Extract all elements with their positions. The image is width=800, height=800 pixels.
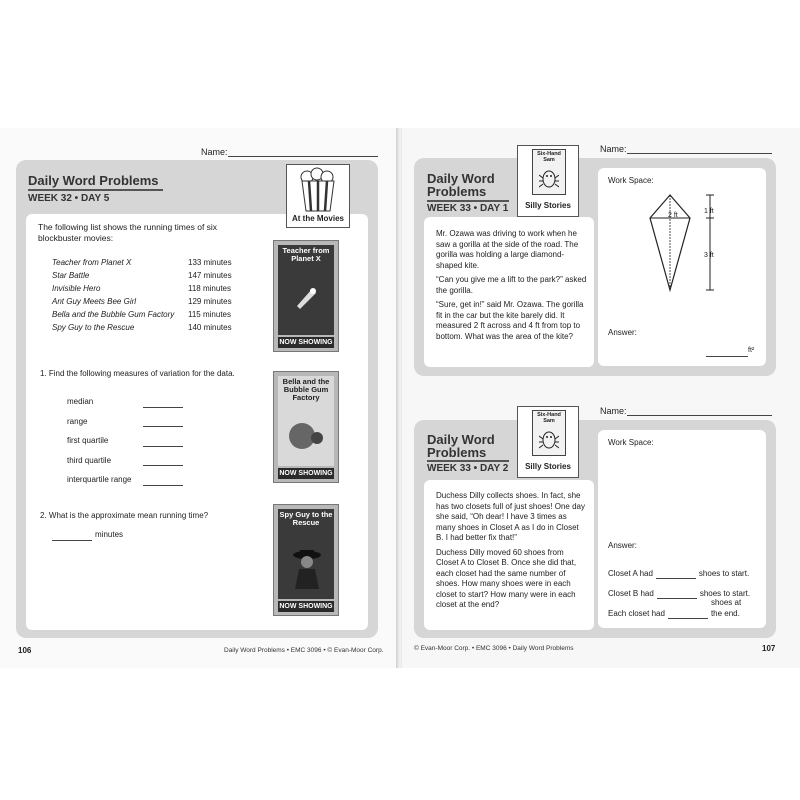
unit-label: ft² xyxy=(748,347,755,354)
bubble-gum-icon xyxy=(286,414,326,454)
list-item: Invisible Hero 118 minutes xyxy=(52,284,231,293)
book-icon: Six-Hand Sam xyxy=(532,149,566,195)
unit-label: minutes xyxy=(95,530,124,539)
list-item: Closet B had shoes to start. xyxy=(608,588,751,598)
list-item: interquartile range xyxy=(67,466,183,486)
title-underline xyxy=(28,189,163,191)
name-line[interactable] xyxy=(627,153,772,154)
movie-list xyxy=(52,258,242,336)
answer-blank[interactable] xyxy=(668,610,708,619)
intro-text: The following list shows the running times of six blockbuster movies: xyxy=(38,222,218,243)
kite-diagram xyxy=(630,192,730,292)
page-title: Daily Word Problems xyxy=(28,173,159,188)
measures-list xyxy=(67,388,183,486)
work-space-label: Work Space: xyxy=(608,176,654,185)
name-label: Name: xyxy=(201,147,228,157)
theme-box xyxy=(517,145,579,217)
work-space-label: Work Space: xyxy=(608,438,654,447)
answer-blank[interactable] xyxy=(143,418,183,427)
story-text: Duchess Dilly collects shoes. In fact, she has two closets full of just shoes! One day she said, “Oh dear! I have 3 times as many shoes in Closet A as I do in Closet B. I had better fix that!” Duchess Dilly moved 60 shoes from Closet A to Closet B. Once she did that, each closet had the same number of shoes. How many shoes were in each closet to start? How many were in each closet at the end? xyxy=(436,491,585,609)
kite-across-label: 2 ft xyxy=(668,212,678,219)
movie-poster: Teacher from Planet X NOW SHOWING xyxy=(273,240,339,352)
question-2: 2. What is the approximate mean running time? xyxy=(40,511,209,520)
answer-blank[interactable] xyxy=(656,570,696,579)
theme-box xyxy=(286,164,350,228)
rocket-icon xyxy=(292,281,322,311)
question-2-answer xyxy=(52,530,123,541)
answer-blank[interactable] xyxy=(657,590,697,599)
page-footer: © Evan-Moor Corp. • EMC 3096 • Daily Word Problems xyxy=(414,645,574,652)
title-underline xyxy=(427,200,509,202)
answer-blank[interactable] xyxy=(143,399,183,408)
creature-icon xyxy=(539,166,559,190)
answer-list xyxy=(608,559,758,619)
page-footer: Daily Word Problems • EMC 3096 • © Evan-Moor Corp. xyxy=(224,647,384,654)
answer-label: Answer: xyxy=(608,541,637,550)
page-number: 106 xyxy=(18,646,32,655)
list-item: Each closet had shoes at the end. xyxy=(608,598,742,618)
title-underline xyxy=(427,460,509,462)
list-item: Star Battle 147 minutes xyxy=(52,271,232,280)
answer-blank[interactable] xyxy=(143,457,183,466)
week-day-label: WEEK 33 • DAY 2 xyxy=(427,463,509,474)
story-text: Mr. Ozawa was driving to work when he saw a gorilla at the side of the road. The gorilla was holding a large diamond-shaped kite. “Can you give me a lift to the park?” asked the gorilla. “Sure, get in!” said Mr. Ozawa. The gorilla fit in the car but the kite barely did. It measured 2 ft across and 4 ft from top to bottom. What was the area of the kite? xyxy=(436,229,587,341)
name-label: Name: xyxy=(600,144,627,154)
week-day-label: WEEK 32 • DAY 5 xyxy=(28,193,110,204)
list-item: Ant Guy Meets Bee Girl 129 minutes xyxy=(52,297,232,306)
list-item: range xyxy=(67,408,183,428)
list-item: Bella and the Bubble Gum Factory 115 minutes xyxy=(52,310,231,319)
list-item: third quartile xyxy=(67,447,183,467)
creature-icon xyxy=(539,427,559,451)
theme-label: Silly Stories xyxy=(525,462,571,471)
list-item: median xyxy=(67,388,183,408)
list-item: first quartile xyxy=(67,427,183,447)
answer-blank[interactable] xyxy=(706,348,748,357)
name-line[interactable] xyxy=(228,156,378,157)
kite-bottom-label: 3 ft xyxy=(704,252,714,259)
answer-blank[interactable] xyxy=(143,438,183,447)
question-1: 1. Find the following measures of variation for the data. xyxy=(40,369,235,378)
page-number: 107 xyxy=(762,644,776,653)
movie-poster: Bella and the Bubble Gum Factory NOW SHOWING xyxy=(273,371,339,483)
name-label: Name: xyxy=(600,406,627,416)
answer-blank[interactable] xyxy=(52,532,92,541)
theme-box xyxy=(517,406,579,478)
book-icon: Six-Hand Sam xyxy=(532,410,566,456)
answer-field xyxy=(706,346,754,357)
list-item: Teacher from Planet X 133 minutes xyxy=(52,258,232,267)
answer-label: Answer: xyxy=(608,328,637,337)
week-day-label: WEEK 33 • DAY 1 xyxy=(427,203,509,214)
answer-blank[interactable] xyxy=(143,477,183,486)
spy-icon xyxy=(290,547,324,589)
name-line[interactable] xyxy=(627,415,772,416)
list-item: Spy Guy to the Rescue 140 minutes xyxy=(52,323,232,332)
page-title: Daily Word Problems xyxy=(427,171,495,199)
movie-poster: Spy Guy to the Rescue NOW SHOWING xyxy=(273,504,339,616)
kite-top-label: 1 ft xyxy=(704,208,714,215)
popcorn-icon xyxy=(287,165,349,213)
page-title: Daily Word Problems xyxy=(427,432,495,460)
theme-label: Silly Stories xyxy=(525,201,571,210)
theme-label: At the Movies xyxy=(291,214,344,223)
list-item: Closet A had shoes to start. xyxy=(608,568,750,578)
